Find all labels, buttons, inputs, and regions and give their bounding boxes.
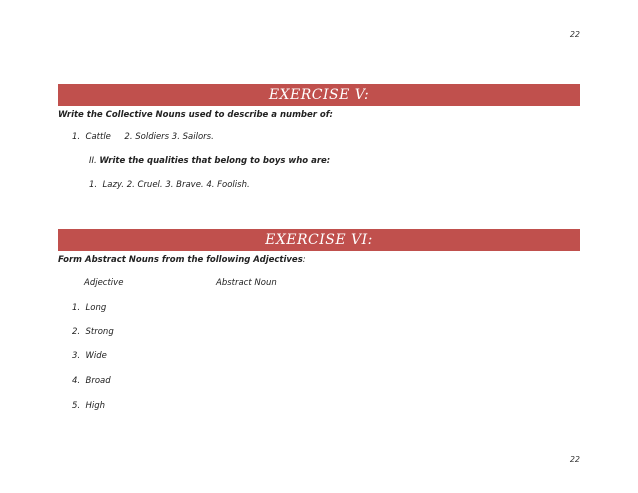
adjective-item: 3. Wide [72,351,107,361]
exercise-6-banner: EXERCISE VI: [58,229,580,251]
exercise-6-instruction-text: Form Abstract Nouns from the following Adjectives [58,255,303,265]
exercise-5-items: 1. Cattle 2. Soldiers 3. Sailors. [72,132,214,142]
exercise-5-banner: EXERCISE V: [58,84,580,106]
column-header-abstract-noun: Abstract Noun [216,278,277,288]
exercise-5-instruction: Write the Collective Nouns used to describe a number of: [58,110,333,120]
exercise-5-sub-items: 1. Lazy. 2. Cruel. 3. Brave. 4. Foolish. [89,180,250,190]
adjective-item: 4. Broad [72,376,111,386]
page-number-bottom: 22 [569,455,580,464]
exercise-6-instruction-colon: : [302,255,306,265]
adjective-item: 2. Strong [72,327,114,337]
page-number-top: 22 [569,30,580,39]
sub-prefix: II. [89,156,97,166]
exercise-6-instruction [58,255,306,265]
adjective-item: 1. Long [72,303,107,313]
sub-instruction-text: Write the qualities that belong to boys who are: [99,156,331,166]
column-header-adjective: Adjective [84,278,124,288]
adjective-item: 5. High [72,401,106,411]
exercise-5-sub-instruction [89,156,330,166]
